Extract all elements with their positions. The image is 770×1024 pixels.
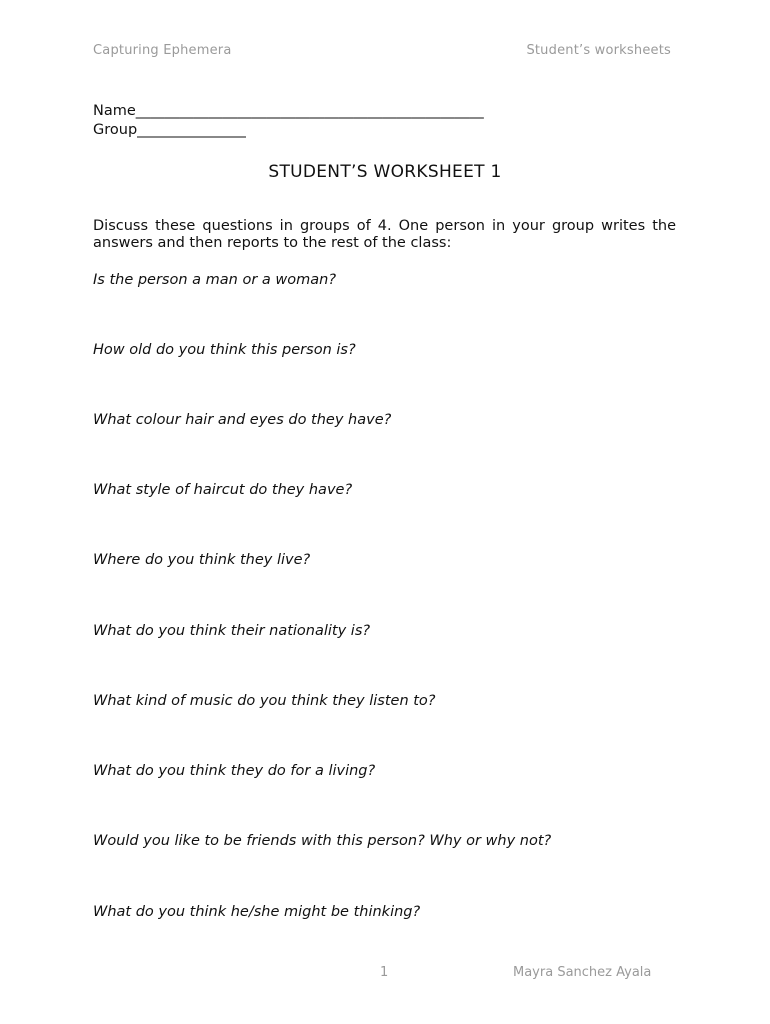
question-item: What do you think he/she might be thinking? [93, 904, 421, 920]
header-left: Capturing Ephemera [93, 43, 232, 58]
question-item: Would you like to be friends with this person? Why or why not? [93, 833, 552, 849]
question-item: Where do you think they live? [93, 552, 311, 568]
author-name: Mayra Sanchez Ayala [513, 965, 652, 980]
instructions-paragraph: Discuss these questions in groups of 4. One person in your group writes the answers and then reports to the rest of the class: [93, 218, 676, 251]
question-item: What do you think they do for a living? [93, 763, 376, 779]
group-field: Group_______________ [93, 122, 246, 138]
student-fields [93, 102, 484, 140]
question-item: Is the person a man or a woman? [93, 272, 337, 288]
header-right: Student’s worksheets [526, 43, 671, 58]
worksheet-title: STUDENT’S WORKSHEET 1 [268, 162, 502, 182]
page-number: 1 [380, 965, 389, 980]
question-item: How old do you think this person is? [93, 342, 356, 358]
question-item: What do you think their nationality is? [93, 623, 371, 639]
question-item: What kind of music do you think they listen to? [93, 693, 436, 709]
name-field: Name________________________________________________ [93, 103, 484, 119]
question-item: What style of haircut do they have? [93, 482, 353, 498]
question-item: What colour hair and eyes do they have? [93, 412, 392, 428]
